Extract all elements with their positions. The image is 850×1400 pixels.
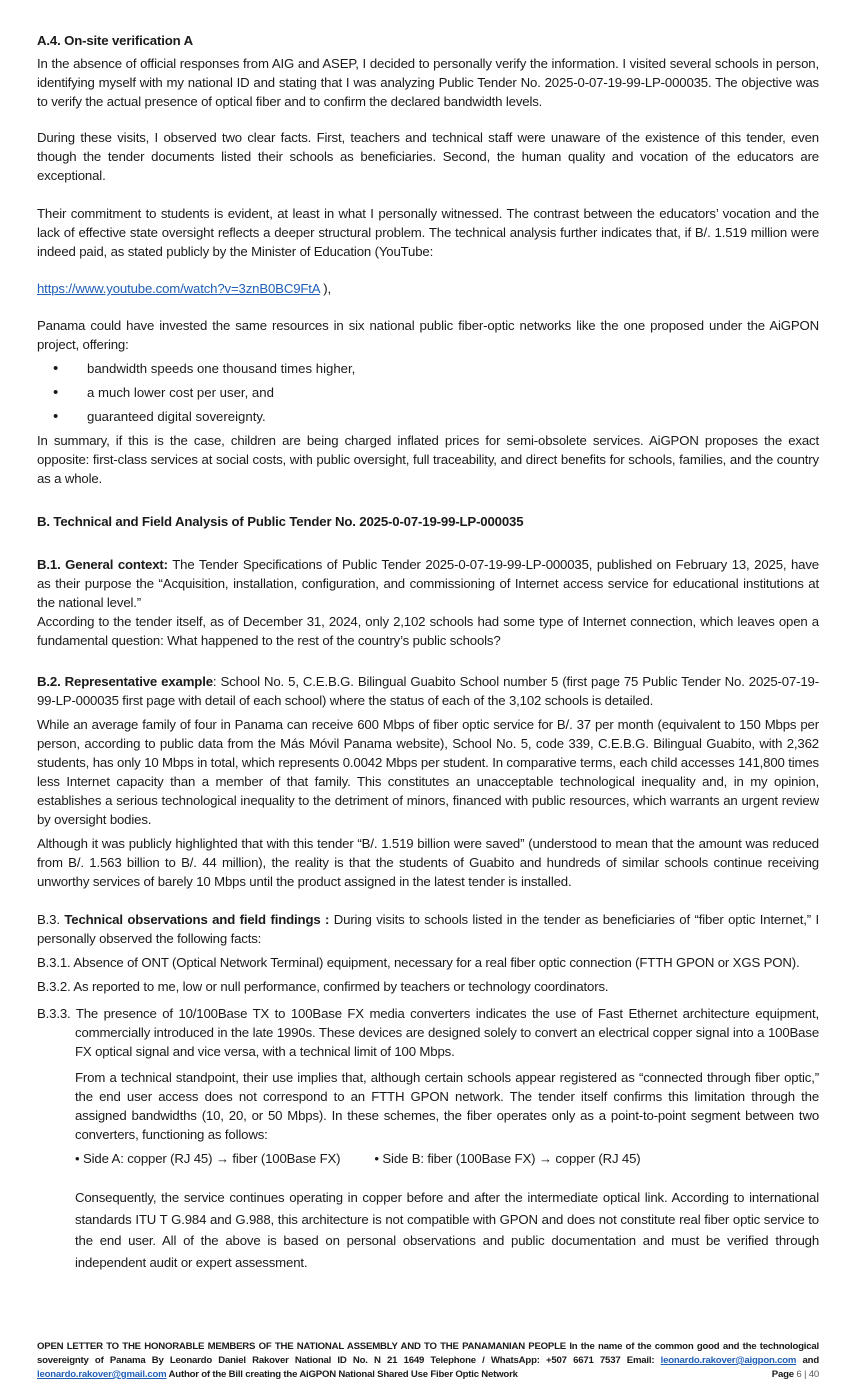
link-suffix: ), [319,281,332,296]
paragraph-block [37,128,819,185]
email-link-aigpon[interactable]: leonardo.rakover@aigpon.com [660,1355,797,1366]
paragraph: In the absence of official responses from AIG and ASEP, I decided to personally verify the information. I visited several schools in person, identifying myself with my national ID and stating that I was analyzing Public Tender No. 2025-0-07-19-99-LP-000035. The objective was to verify the actual presence of optical fiber and to confirm the declared bandwidth levels. [37,56,819,109]
subsection-prefix: B.3. [37,912,65,927]
paragraph-block [37,204,819,261]
section-heading: A.4. On-site verification A [37,33,193,48]
subsection-label: B.1. General context: [37,557,168,572]
paragraph: Consequently, the service continues operating in copper before and after the intermediate optical link. According to international standards ITU T G.984 and G.988, this architecture is not compatible with GPON and does not constitute real fiber optic service to the end user. All of the above is based on personal observations and public documentation and must be verified through independent audit or expert assessment. [75,1190,819,1270]
page-footer [37,1340,819,1382]
paragraph-block [37,316,819,488]
paragraph: : School No. 5, C.E.B.G. Bilingual Guabito School number 5 (first page 75 Public Tender No. 2025-07-19-99-LP-000035 first page with detail of each school) where the status of each of the 3,102 schools is detailed. [37,674,819,708]
paragraph: During visits to schools listed in the tender as beneficiaries of “fiber optic Internet,” I personally observed the following facts: [37,912,820,946]
paragraph: Their commitment to students is evident, at least in what I personally witnessed. The contrast between the educators’ vocation and the lack of effective state oversight reflects a deeper structural problem. The technical analysis further indicates that, if B/. 1.519 million were indeed paid, as stated publicly by the Minister of Education (YouTube: [37,206,819,259]
side-b: • Side B: fiber (100Base FX) → copper (RJ 45) [374,1151,641,1166]
finding-b32: B.3.2. As reported to me, low or null performance, confirmed by teachers or technology coordinators. [37,979,609,994]
footer-text: OPEN LETTER TO THE HONORABLE MEMBERS OF THE NATIONAL ASSEMBLY AND TO THE PANAMANIAN PEOPLE In the name of the common good and the technological sovereignty of Panama By Leonardo Daniel Rakover National ID No. N 21 1649 Telephone / WhatsApp: +507 6671 7537 Email: [37,1341,819,1366]
page-number [772,1368,819,1382]
footer-author: Author of the Bill creating the AiGPON National Shared Use Fiber Optic Network [166,1369,518,1380]
paragraph: While an average family of four in Panama can receive 600 Mbps of fiber optic service for B/. 37 per month (equivalent to 150 Mbps per person, according to public data from the Más Móvil Panama website), School No. 5, code 339, C.E.B.G. Bilingual Guabito, with 2,362 students, has only 10 Mbps in total, which represents 0.0042 Mbps per student. In comparative terms, each child accesses 141,800 times less Internet capacity than a member of that family. This constitutes an unacceptable technological inequality and, in my opinion, establishes a serious technological inequality to the detriment of minors, financed with public resources, which warrants an urgent review by oversight bodies. [37,717,819,827]
subsection-label: Technical observations and field findings : [64,912,330,927]
finding-b33: B.3.3. The presence of 10/100Base TX to 100Base FX media converters indicates the use of Fast Ethernet architecture equipment, commercially introduced in the late 1990s. These devices are designed solely to convert an electrical copper signal into a 100Base FX optical signal and vice versa, with a technical limit of 100 Mbps. [37,1006,819,1059]
side-a: • Side A: copper (RJ 45) → fiber (100Base FX) [75,1151,341,1166]
paragraph: Although it was publicly highlighted that with this tender “B/. 1.519 billion were saved” (understood to mean that the amount was reduced from B/. 1.563 billion to B/. 44 million), the reality is that the students of Guabito and hundreds of similar schools continue receiving unworthy services of barely 10 Mbps until the product assigned in the latest tender is installed. [37,836,819,889]
subsection-label: B.2. Representative example [37,674,213,689]
section-b1 [37,555,819,650]
page-count: 6 | 40 [796,1369,819,1380]
list-item: • a much lower cost per user, and [37,383,819,402]
section-b2 [37,672,819,891]
list-item: • bandwidth speeds one thousand times higher, [37,359,819,378]
section-b3 [37,910,819,1273]
youtube-link[interactable]: https://www.youtube.com/watch?v=3znB0BC9FtA [37,281,320,296]
list-item: • guaranteed digital sovereignty. [37,407,819,426]
section-a4 [37,31,819,111]
paragraph: In summary, if this is the case, children are being charged inflated prices for semi-obsolete services. AiGPON proposes the exact opposite: first-class services at social costs, with public oversight, full traceability, and direct benefits for schools, families, and the country as a whole. [37,433,819,486]
footer-and: and [796,1355,820,1366]
link-line [37,279,819,298]
email-link-gmail[interactable]: leonardo.rakover@gmail.com [37,1369,167,1380]
bullet-list [37,359,819,426]
section-heading: B. Technical and Field Analysis of Public Tender No. 2025-0-07-19-99-LP-000035 [37,514,524,529]
paragraph: The Tender Specifications of Public Tender 2025-0-07-19-99-LP-000035, published on February 13, 2025, have as their purpose the “Acquisition, installation, configuration, and commissioning of Internet access service for educational institutions at the national level.” [37,557,819,610]
finding-b31: B.3.1. Absence of ONT (Optical Network Terminal) equipment, necessary for a real fiber optic connection (FTTH GPON or XGS PON). [37,955,800,970]
paragraph: Panama could have invested the same resources in six national public fiber-optic networks like the one proposed under the AiGPON project, offering: [37,318,819,352]
paragraph: From a technical standpoint, their use implies that, although certain schools appear registered as “connected through fiber optic,” the end user access does not correspond to an FTTH GPON network. The tender itself confirms this limitation through the assigned bandwidths (10, 20, or 50 Mbps). In these schemes, the fiber operates only as a point-to-point segment between two converters, functioning as follows: [75,1070,819,1142]
converter-sides [37,1149,819,1168]
section-b [37,512,819,531]
page-label: Page [771,1369,797,1380]
paragraph: According to the tender itself, as of December 31, 2024, only 2,102 schools had some type of Internet connection, which leaves open a fundamental question: What happened to the rest of the country’s public schools? [37,614,819,648]
paragraph: During these visits, I observed two clear facts. First, teachers and technical staff were unaware of the existence of this tender, even though the tender documents listed their schools as beneficiaries. Second, the human quality and vocation of the educators are exceptional. [37,130,819,183]
